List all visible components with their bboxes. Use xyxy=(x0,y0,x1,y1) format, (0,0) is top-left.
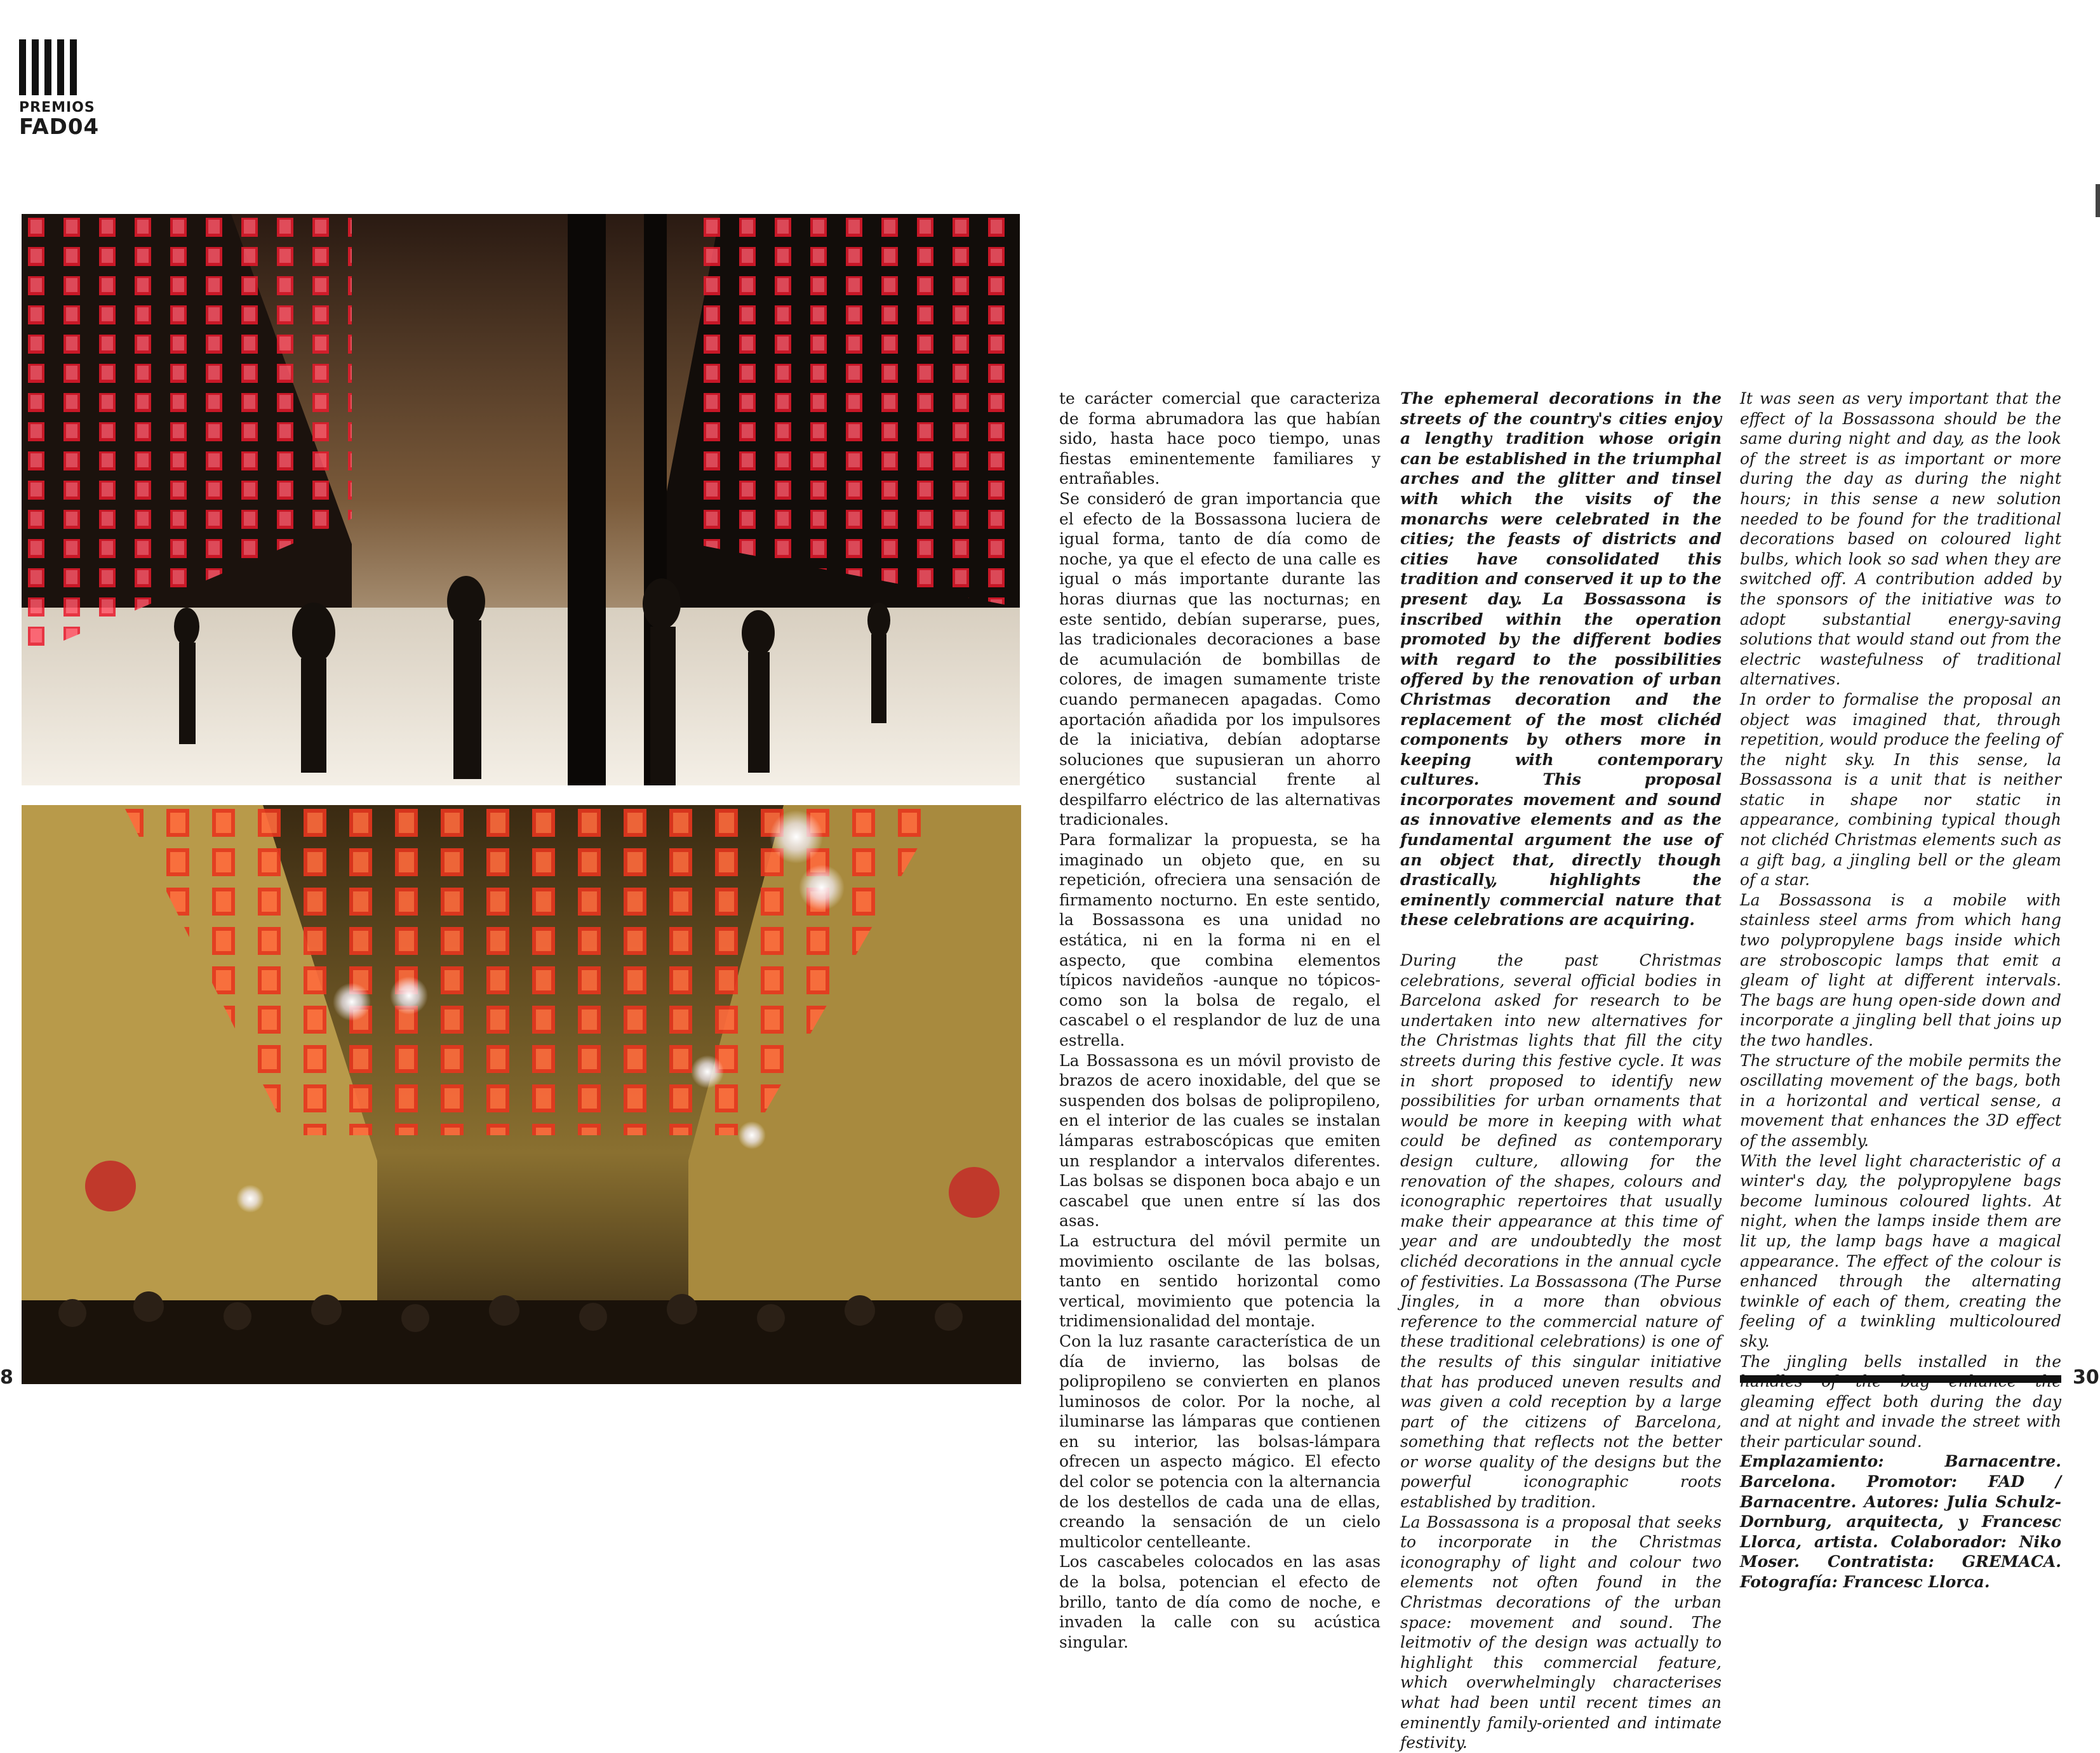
english-paragraph: During the past Christmas celebrations, several official bodies in Barcelona asked for research to be undertaken into new alternatives for the Christmas lights that fill the city streets during this festive cycle. It was in short proposed to identify new possibilities for urban ornaments that would be more in keeping with what could be defined as contemporary design culture, allowing for the renovation of the shapes, colours and iconographic repertoires that usually make their appearance at this time of year and are undoubtedly the most clichéd decorations in the annual cycle of festivities. La Bossassona (The Purse Jingles, in a more than obvious reference to the commercial nature of these traditional celebrations) is one of the results of this singular initiative that has produced uneven results and was given a cold reception by a large part of the citizens of Barcelona, something that reflects not the better or worse quality of the designs but the powerful iconographic roots established by tradition. xyxy=(1400,951,1722,1512)
english-paragraph: The structure of the mobile permits the oscillating movement of the bags, both in a horizontal and vertical sense, a movement that enhances the 3D effect of the assembly. xyxy=(1740,1051,2061,1150)
english-paragraph: La Bossassona is a mobile with stainless steel arms from which hang two polypropylene bags inside which are stroboscopic lamps that emit a gleam of light at different intervals. The bags are hung open-side down and incorporate a jingling bell that joins up the two handles. xyxy=(1740,890,2061,1050)
english-paragraph: With the level light characteristic of a winter's day, the polypropylene bags become luminous coloured lights. At night, when the lamps inside them are lit up, the lamp bags have a magical appearance. The effect of the colour is enhanced through the alternating twinkle of each of them, creating the feeling of a twinkling multicoloured sky. xyxy=(1740,1151,2061,1350)
english-paragraph: In order to formalise the proposal an object was imagined that, through repetition, would produce the feeling of the night sky. In this sense, la Bossassona is a unit that is neither static in shape nor static in appearance, combining typical though not clichéd Christmas elements such as a gift bag, a jingling bell or the gleam of a star. xyxy=(1740,690,2061,890)
spanish-paragraph: La estructura del móvil permite un movimiento oscilante de las bolsas, tanto en sentido horizontal como vertical, movimiento que potencia la tridimensionalidad del montaje. xyxy=(1059,1231,1381,1331)
column-english-2 xyxy=(1740,389,2061,1592)
column-english-1 xyxy=(1400,389,1722,1753)
footer-rule xyxy=(1740,1375,2061,1383)
english-paragraph: The jingling bells installed in the gleaming effect both during the day and at night and invade the street with their particular sound. xyxy=(1740,1352,2061,1451)
logo-bars-icon xyxy=(19,39,102,95)
page-number-left: 8 xyxy=(0,1366,13,1389)
page-number-right: 30 xyxy=(2073,1366,2099,1389)
spanish-paragraph: Con la luz rasante característica de un día de invierno, las bolsas de polipropileno se convierten en planos luminosos de color. Por la noche, al iluminarse las lámparas que contienen en su interior, las bolsas-lámpara ofrecen un aspecto mágico. El efecto del color se potencia con la alternancia de los destellos de cada una de ellas, creando la sensación de un cielo multicolor centelleante. xyxy=(1059,1331,1381,1551)
logo-fad-text: FAD04 xyxy=(19,114,100,140)
spanish-paragraph: La Bossassona es un móvil provisto de brazos de acero inoxidable, del que se suspenden dos bolsas de polipropileno, en el interior de las cuales se instalan lámparas estraboscópicas que emiten un resplandor a intervalos diferentes. Las bolsas se disponen boca abajo e un cascabel que unen entre sí las dos asas. xyxy=(1059,1051,1381,1230)
spanish-paragraph: Se consideró de gran importancia que el efecto de la Bossassona luciera de igual forma, tanto de día como de noche, ya que el efecto de una calle es igual o más importante durante las horas diurnas que las nocturnas; en este sentido, debían superarse, pues, las tradicionales decoraciones a base de acumulación de bombillas de colores, de imagen sumamente triste cuando permanecen apagadas. Como aportación añadida por los impulsores de la iniciativa, debían adoptarse soluciones que supusieran un ahorro energético sustancial frente al despilfarro eléctrico de las alternativas tradicionales. xyxy=(1059,489,1381,829)
spanish-paragraph: Para formalizar la propuesta, se ha imaginado un objeto que, en su repetición, ofreciera una sensación de firmamento nocturno. En este sentido, la Bossassona es una unidad no estática, ni en la forma ni en el aspecto, que combina elementos típicos navideños -aunque no tópicos- como son la bolsa de regalo, el cascabel o el resplandor de luz de una estrella. xyxy=(1059,830,1381,1050)
english-paragraph: La Bossassona is a proposal that seeks to incorporate in the Christmas iconography of light and colour two elements not often found in the Christmas decorations of the urban space: movement and sound. The leitmotiv of the design was actually to highlight this commercial feature, which overwhelmingly characterises what had been until recent times an eminently family-oriented and intimate festivity. xyxy=(1400,1512,1722,1752)
english-lead-paragraph: The ephemeral decorations in the streets of the country's cities enjoy a lengthy tradition whose origin can be established in the triumphal arches and the glitter and tinsel with which the visits of the monarchs were celebrated in the cities; the feasts of districts and cities have consolidated this tradition and conserved it up to the present day. La Bossassona is inscribed within the operation promoted by the different bodies with regard to the possibilities offered by the renovation of urban Christmas decoration and the replacement of the most clichéd components by others more in keeping with contemporary cultures. This proposal incorporates movement and sound as innovative elements and as the fundamental argument the use of an object that, directly though drastically, highlights the eminently commercial nature that these celebrations are acquiring. xyxy=(1400,389,1722,930)
project-credits: Emplazamiento: Barnacentre. Barcelona. Promotor: FAD / Barnacentre. Autores: Julia Schulz-Dornburg, arquitecta, y Francesc Llorca, artista. Colaborador: Niko Moser. Contratista: GREMACA. Fotografía: Francesc Llorca. xyxy=(1740,1452,2061,1592)
photo-evening-crowd-lanterns xyxy=(22,805,1021,1384)
spanish-paragraph: Los cascabeles colocados en las asas de la bolsa, potencian el efecto de brillo, tanto de día como de noche, e invaden la calle con su acústica singular. xyxy=(1059,1552,1381,1651)
english-paragraph: It was seen as very important that the effect of la Bossassona should be the same during night and day, as the look of the street is as important or more during the day as during the night hours; in this sense a new solution needed to be found for the traditional decorations based on coloured light bulbs, which look so sad when they are switched off. A contribution added by the sponsors of the initiative was to adopt substantial energy-saving solutions that would stand out from the electric wastefulness of traditional alternatives. xyxy=(1740,389,2061,689)
premios-fad-logo xyxy=(19,39,102,138)
logo-premios-text: PREMIOS xyxy=(19,100,95,116)
column-spanish xyxy=(1059,389,1381,1652)
edge-mark xyxy=(2096,184,2100,217)
spanish-paragraph: te carácter comercial que caracteriza de forma abrumadora las que habían sido, hasta hace poco tiempo, unas fiestas eminentemente familiares y entrañables. xyxy=(1059,389,1381,488)
photo-night-street-lanterns xyxy=(22,214,1020,785)
